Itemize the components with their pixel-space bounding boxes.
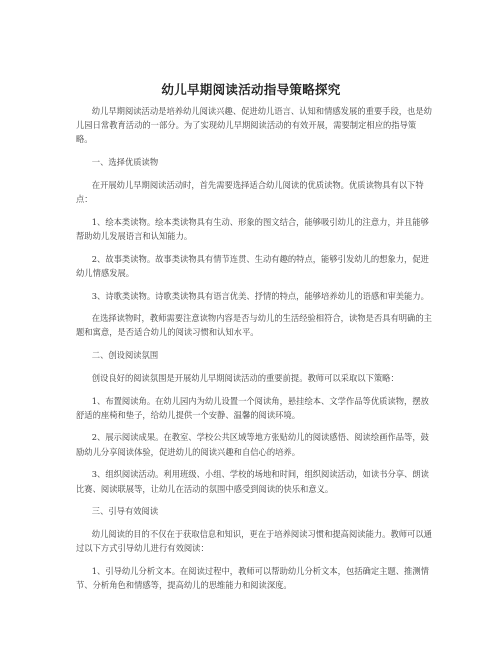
section-heading-3: 三、引导有效阅读: [91, 506, 159, 517]
list-item: 3、诗歌类读物。诗歌类读物具有语言优美、抒情的特点，能够培养幼儿的语感和审美能力。: [91, 290, 429, 301]
section-heading-1: 一、选择优质读物: [91, 157, 159, 168]
paragraph: 幼儿阅读的目的不仅在于获取信息和知识，更在于培养阅读习惯和提高阅读能力。教师可以通过以下方式引导幼儿进行有效阅读：: [76, 528, 432, 554]
document-title: 幼儿早期阅读活动指导策略探究: [161, 82, 341, 97]
list-item: 1、绘本类读物。绘本类读物具有生动、形象的图文结合，能够吸引幼儿的注意力，并且能够帮助幼儿发展语言和认知能力。: [76, 216, 429, 241]
document-body: [76, 104, 432, 601]
list-item: 1、引导幼儿分析文本。在阅读过程中，教师可以帮助幼儿分析文本，包括确定主题、推测情节、分析角色和情感等，提高幼儿的思维能力和阅读深度。: [76, 565, 429, 591]
section-heading-2: 二、创设阅读氛围: [91, 350, 159, 361]
paragraph-intro: 幼儿早期阅读活动是培养幼儿阅读兴趣、促进幼儿语言、认知和情感发展的重要手段，也是幼儿园日常教育活动的一部分。为了实现幼儿早期阅读活动的有效开展，需要制定相应的指导策略。: [76, 106, 432, 145]
paragraph: 在开展幼儿早期阅读活动时，首先需要选择适合幼儿阅读的优质读物。优质读物具有以下特点：: [76, 179, 424, 205]
list-item: 2、展示阅读成果。在教室、学校公共区域等地方张贴幼儿的阅读感悟、阅读绘画作品等，鼓励幼儿分享阅读体验，促进幼儿的阅读兴趣和自信心的培养。: [76, 432, 429, 457]
list-item: 1、布置阅读角。在幼儿园内为幼儿设置一个阅读角，悬挂绘本、文学作品等优质读物，摆放舒适的座椅和垫子，给幼儿提供一个安静、温馨的阅读环境。: [76, 395, 429, 420]
paragraph: 创设良好的阅读氛围是开展幼儿早期阅读活动的重要前提。教师可以采取以下策略：: [91, 372, 399, 383]
list-item: 3、组织阅读活动。利用班级、小组、学校的场地和时间，组织阅读活动，如读书分享、朗读比赛、阅读联展等，让幼儿在活动的氛围中感受到阅读的快乐和意义。: [76, 469, 429, 494]
paragraph: 在选择读物时，教师需要注意读物内容是否与幼儿的生活经验相符合，读物是否具有明确的主题和寓意，是否适合幼儿的阅读习惯和认知水平。: [76, 313, 432, 338]
list-item: 2、故事类读物。故事类读物具有情节连贯、生动有趣的特点，能够引发幼儿的想象力，促进幼儿情感发展。: [76, 253, 429, 278]
